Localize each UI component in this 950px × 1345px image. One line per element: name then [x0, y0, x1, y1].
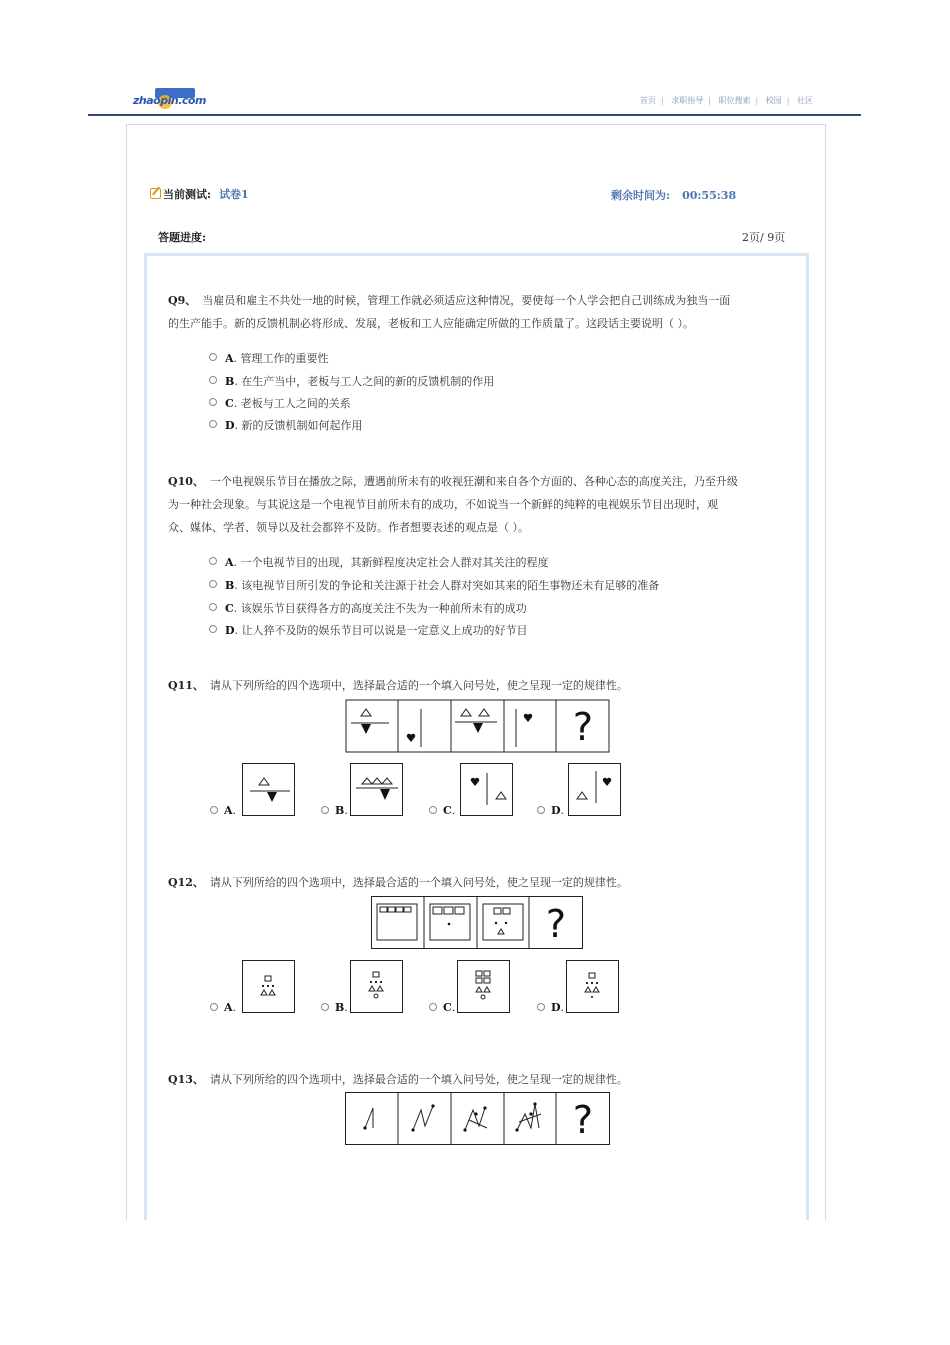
choice-label: C: [443, 804, 452, 817]
q13-text: 请从下列所给的四个选项中，选择最合适的一个填入问号处，使之呈现一定的规律性。: [209, 1073, 628, 1086]
top-nav: 首页 | 求职指导 | 职位搜索 | 校园 | 社区: [640, 96, 813, 105]
choice-label: B: [335, 804, 345, 817]
choice-label: D: [551, 1001, 561, 1014]
radio-button[interactable]: [429, 1003, 437, 1011]
zhaopin-logo[interactable]: [133, 88, 206, 112]
choice-label: A: [224, 804, 233, 817]
q12-text: 请从下列所给的四个选项中，选择最合适的一个填入问号处，使之呈现一定的规律性。: [209, 876, 628, 889]
radio-button[interactable]: [209, 376, 217, 384]
q10-option-a[interactable]: [209, 554, 549, 570]
q9-option-d[interactable]: [209, 417, 363, 433]
radio-button[interactable]: [210, 1003, 218, 1011]
question-q11: [168, 674, 786, 697]
radio-button[interactable]: [429, 806, 437, 814]
q10-option-b[interactable]: [209, 577, 659, 593]
q10-option-d[interactable]: [209, 622, 528, 638]
choice-label: C: [443, 1001, 452, 1014]
radio-button[interactable]: [209, 557, 217, 565]
option-text: . 在生产当中，老板与工人之间的新的反馈机制的作用: [234, 375, 495, 388]
q11-sequence-svg: [345, 699, 610, 753]
q12-choice-d[interactable]: D.: [537, 1001, 564, 1014]
q10-text-line2: 为一种社会现象。与其说这是一个电视节目前所未有的成功，不如说当一个新鲜的纯粹的电视娱乐节目出现时，观: [168, 498, 718, 511]
radio-button[interactable]: [209, 580, 217, 588]
option-text: . 一个电视节目的出现，其新鲜程度决定社会人群对其关注的程度: [233, 556, 549, 569]
q12-option-c-figure: [457, 960, 510, 1013]
radio-button[interactable]: [209, 420, 217, 428]
q9-option-a[interactable]: [209, 350, 329, 366]
choice-label: A: [224, 1001, 233, 1014]
option-key: A: [225, 556, 234, 569]
choice-label: D: [551, 804, 561, 817]
option-key: B: [225, 579, 235, 592]
question-q12: [168, 871, 786, 894]
nav-job-search-link[interactable]: 职位搜索: [718, 96, 751, 105]
q9-text-line1: 当雇员和雇主不共处一地的时候，管理工作就必须适应这种情况，要使每一个人学会把自己训练成为独当一面: [202, 294, 731, 307]
option-key: D: [225, 624, 235, 637]
q11-option-c-figure: [460, 763, 513, 816]
remaining-time: [611, 187, 736, 203]
option-key: C: [225, 602, 234, 615]
option-text: . 该电视节目所引发的争论和关注源于社会人群对突如其来的陌生事物还未有足够的准备: [234, 579, 660, 592]
radio-button[interactable]: [210, 806, 218, 814]
q11-choice-a[interactable]: A.: [210, 804, 236, 817]
q11-choice-d[interactable]: D.: [537, 804, 564, 817]
question-q13: [168, 1068, 786, 1091]
q10-text-line3: 众、媒体、学者、领导以及社会都猝不及防。作者想要表述的观点是（ ）。: [168, 521, 529, 534]
q11-puzzle-figure: [345, 699, 610, 753]
nav-campus-link[interactable]: 校园: [765, 96, 782, 105]
radio-button[interactable]: [537, 1003, 545, 1011]
radio-button[interactable]: [209, 398, 217, 406]
radio-button[interactable]: [209, 353, 217, 361]
q12-choice-c[interactable]: C.: [429, 1001, 455, 1014]
q12-choice-a[interactable]: A.: [210, 1001, 236, 1014]
option-text: . 该娱乐节目获得各方的高度关注不失为一种前所未有的成功: [233, 602, 527, 615]
q11-option-b-figure: [350, 763, 403, 816]
progress-label: 答题进度:: [158, 231, 207, 244]
choice-label: B: [335, 1001, 345, 1014]
remaining-time-value: 00:55:38: [682, 189, 737, 202]
q11-choice-b[interactable]: B.: [321, 804, 348, 817]
radio-button[interactable]: [209, 603, 217, 611]
page-indicator: 2页/ 9页: [742, 231, 786, 244]
q12-puzzle-figure: [371, 896, 583, 949]
option-key: A: [225, 352, 234, 365]
q9-text-line2: 的生产能手。新的反馈机制必将形成、发展，老板和工人应能确定所做的工作质量了。这段话主要说明（ ）。: [168, 317, 694, 330]
q12-option-a-figure: [242, 960, 295, 1013]
q13-question-mark: ?: [572, 1098, 594, 1142]
radio-button[interactable]: [321, 1003, 329, 1011]
radio-button[interactable]: [321, 806, 329, 814]
radio-button[interactable]: [209, 625, 217, 633]
q11-question-mark: ?: [572, 705, 594, 749]
q9-number: Q9、: [168, 294, 197, 307]
q12-option-b-figure: [350, 960, 403, 1013]
edit-icon: [150, 188, 161, 199]
q12-option-d-figure: [566, 960, 619, 1013]
current-test: [150, 186, 249, 202]
header-divider: [88, 114, 861, 116]
option-text: . 让人猝不及防的娱乐节目可以说是一定意义上成功的好节目: [234, 624, 528, 637]
q10-number: Q10、: [168, 475, 204, 488]
q11-number: Q11、: [168, 679, 204, 692]
q12-question-mark: ?: [545, 902, 567, 946]
q10-text-line1: 一个电视娱乐节目在播放之际，遭遇前所未有的收视狂潮和来自各个方面的、各种心态的高度关注，乃至升级: [209, 475, 738, 488]
option-text: . 新的反馈机制如何起作用: [234, 419, 363, 432]
q9-option-c[interactable]: [209, 395, 351, 411]
option-key: C: [225, 397, 234, 410]
radio-button[interactable]: [537, 806, 545, 814]
question-q9: [168, 289, 786, 335]
option-text: . 老板与工人之间的关系: [233, 397, 351, 410]
question-q10: [168, 470, 786, 539]
q11-choice-c[interactable]: C.: [429, 804, 455, 817]
q10-option-c[interactable]: [209, 600, 527, 616]
logo-text: zhaopin.com: [133, 94, 206, 107]
current-test-value: 试卷1: [219, 188, 249, 201]
q11-text: 请从下列所给的四个选项中，选择最合适的一个填入问号处，使之呈现一定的规律性。: [209, 679, 628, 692]
nav-career-guide-link[interactable]: 求职指导: [671, 96, 704, 105]
nav-home-link[interactable]: 首页: [640, 96, 656, 105]
q9-option-b[interactable]: [209, 373, 494, 389]
q12-choice-b[interactable]: B.: [321, 1001, 348, 1014]
q11-option-a-figure: [242, 763, 295, 816]
current-test-label: 当前测试:: [163, 188, 212, 201]
q13-number: Q13、: [168, 1073, 204, 1086]
nav-community-link[interactable]: 社区: [797, 96, 813, 105]
option-key: D: [225, 419, 235, 432]
q13-puzzle-figure: [345, 1092, 610, 1145]
option-key: B: [225, 375, 235, 388]
remaining-time-label: 剩余时间为:: [611, 189, 671, 202]
q13-sequence-svg: [345, 1092, 610, 1145]
q12-number: Q12、: [168, 876, 204, 889]
q11-option-d-figure: [568, 763, 621, 816]
option-text: . 管理工作的重要性: [233, 352, 329, 365]
q12-sequence-svg: [371, 896, 583, 949]
